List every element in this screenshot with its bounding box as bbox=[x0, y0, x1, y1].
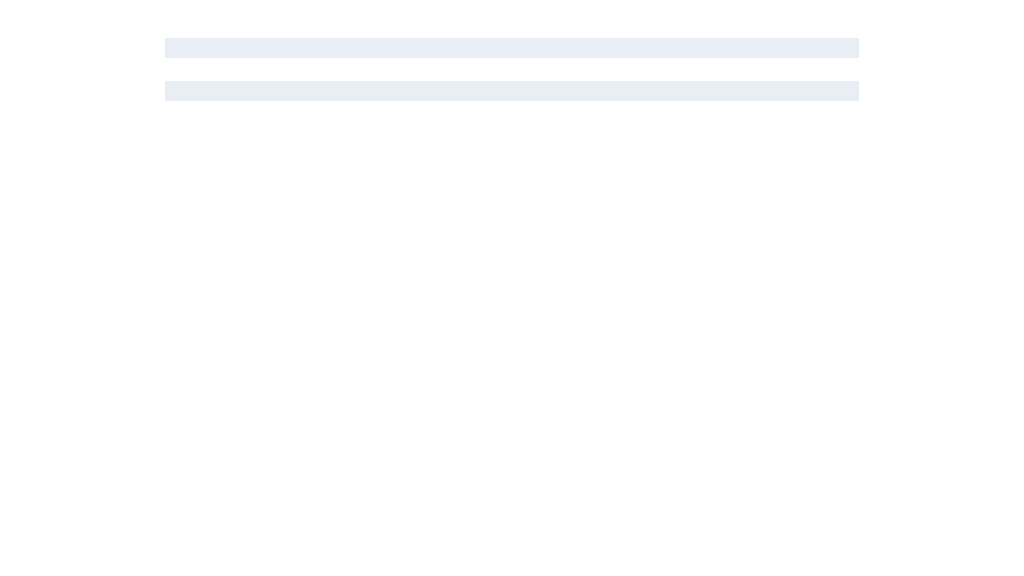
period-row bbox=[165, 59, 859, 80]
worklist-table bbox=[165, 38, 859, 538]
page-title bbox=[165, 39, 859, 58]
column-header-row bbox=[165, 81, 859, 101]
